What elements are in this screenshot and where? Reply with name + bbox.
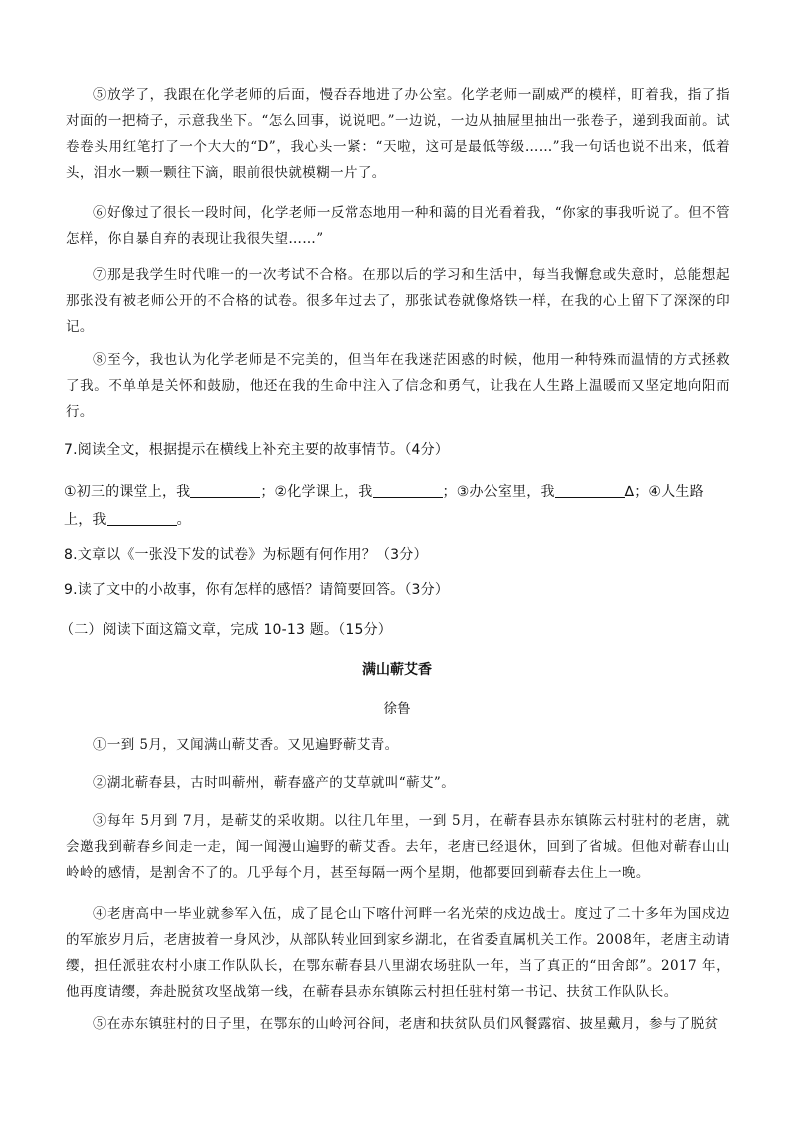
q7-end: 。	[176, 512, 191, 528]
story1-paragraph-7: ⑦那是我学生时代唯一的一次考试不合格。在那以后的学习和生活中，每当我懈怠或失意时，总能想起那张没有被老师公开的不合格的试卷。很多年过去了，那张试卷就像烙铁一样，在我的心上留下了深深的印记。	[66, 267, 730, 335]
q7-prompt-1: ①初三的课堂上，我	[64, 484, 191, 500]
question-7-blanks	[64, 478, 734, 534]
story1-paragraph-6: ⑥好像过了很长一段时间，化学老师一反常态地用一种和蔼的目光看着我，“你家的事我听说了。但不管怎样，你自暴自弃的表现让我很失望……”	[66, 205, 730, 247]
answer-blank-4[interactable]	[107, 511, 177, 526]
story1-paragraph-5: ⑤放学了，我跟在化学老师的后面，慢吞吞地进了办公室。化学老师一副威严的模样，盯着我，指了指对面的一把椅子，示意我坐下。“怎么回事，说说吧。”一边说，一边从抽屉里抽出一张卷子，递到我面前。试卷卷头用红笔打了一个大大的“D”，我心头一紧：“天啦，这可是最低等级……”我一句话也说不出来，低着头，泪水一颗一颗往下滴，眼前很快就模糊一片了。	[66, 87, 730, 181]
q7-prompt-5: 上，我	[64, 512, 107, 528]
article-paragraph-1: ①一到 5月，又闻满山蕲艾香。又见遍野蕲艾青。	[93, 737, 399, 753]
question-8: 8.文章以《一张没下发的试卷》为标题有何作用？（3分）	[64, 547, 428, 563]
article-paragraph-2: ②湖北蕲春县，古时叫蕲州，蕲春盛产的艾草就叫“蕲艾”。	[93, 775, 456, 791]
article-author: 徐鲁	[383, 701, 411, 717]
question-7: 7.阅读全文，根据提示在横线上补充主要的故事情节。（4分）	[64, 442, 450, 458]
q7-prompt-4: ∆；④人生路	[624, 484, 704, 500]
answer-blank-2[interactable]	[373, 483, 443, 498]
story1-paragraph-8: ⑧至今，我也认为化学老师是不完美的，但当年在我迷茫困惑的时候，他用一种特殊而温情的方式拯救了我。不单单是关怀和鼓励，他还在我的生命中注入了信念和勇气，让我在人生路上温暖而又坚定地向阳而行。	[66, 352, 730, 420]
article-paragraph-5: ⑤在赤东镇驻村的日子里，在鄂东的山岭河谷间，老唐和扶贫队员们风餐露宿、披星戴月，参与了脱贫	[93, 1016, 719, 1032]
answer-blank-1[interactable]	[190, 483, 260, 498]
article-title: 满山蕲艾香	[362, 662, 432, 678]
article-paragraph-4: ④老唐高中一毕业就参军入伍，成了昆仑山下喀什河畔一名光荣的戍边战士。度过了二十多年为国戍边的军旅岁月后，老唐披着一身风沙，从部队转业回到家乡湖北，在省委直属机关工作。2008年，老唐主动请缨，担任派驻农村小康工作队队长，在鄂东蕲春县八里湖农场驻队一年，当了真正的“田舍郎”。2017 年，他再度请缨，奔赴脱贫攻坚战第一线，在蕲春县赤东镇陈云村担任驻村第一书记、扶贫工作队队长。	[66, 906, 730, 1000]
answer-blank-3[interactable]	[555, 483, 625, 498]
question-9: 9.读了文中的小故事，你有怎样的感悟？请简要回答。（3分）	[64, 582, 450, 598]
article-paragraph-3: ③每年 5月到 7月，是蕲艾的采收期。以往几年里，一到 5月，在蕲春县赤东镇陈云村驻村的老唐，就会邀我到蕲春乡间走一走，闻一闻漫山遍野的蕲艾香。去年，老唐已经退休，回到了省城。但他对蕲春山山岭岭的感情，是割舍不了的。几乎每个月，甚至每隔一两个星期，他都要回到蕲春去住上一晚。	[66, 813, 730, 881]
q7-prompt-2: ；②化学课上，我	[260, 484, 373, 500]
q7-prompt-3: ；③办公室里，我	[442, 484, 555, 500]
section-2-heading: （二）阅读下面这篇文章，完成 10-13 题。（15分）	[60, 622, 392, 638]
